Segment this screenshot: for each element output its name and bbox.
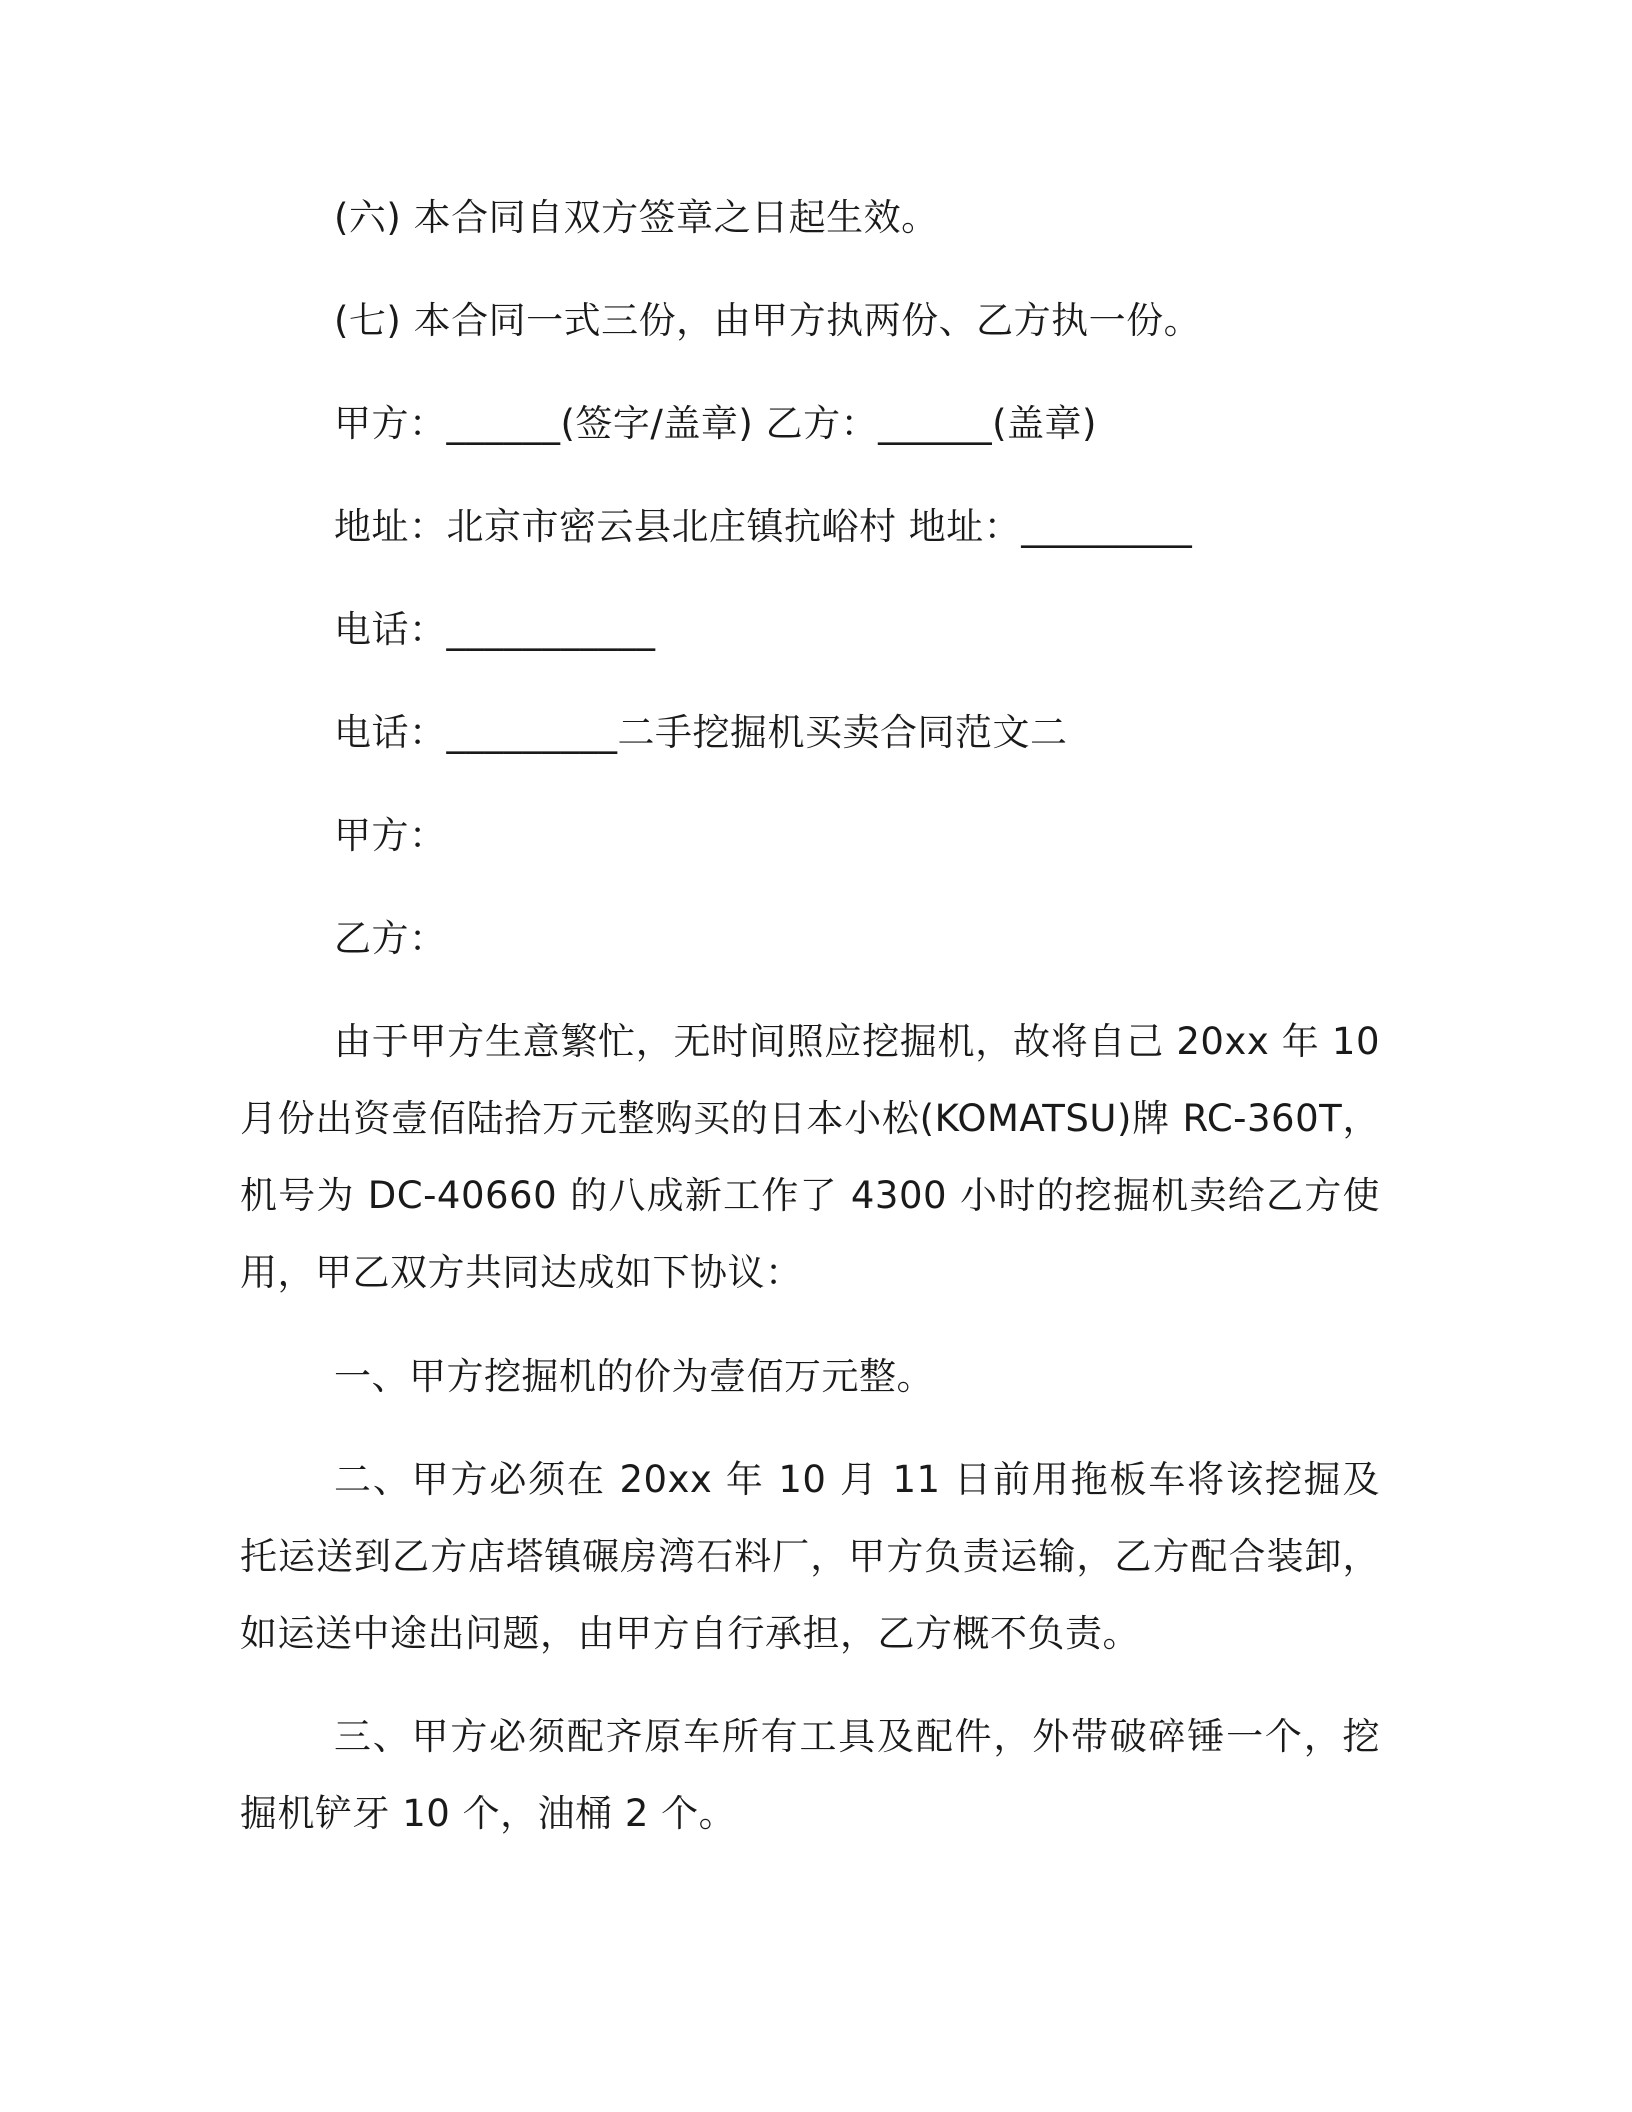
party-a-label: 甲方： <box>334 814 447 857</box>
agreement-item-1: 一、甲方挖掘机的价为壹佰万元整。 <box>334 1355 934 1398</box>
phone-line-1: 电话：___________ <box>334 608 656 651</box>
signature-line: 甲方：______(签字/盖章) 乙方：______(盖章) <box>334 402 1097 445</box>
phone-line-2: 电话：_________二手挖掘机买卖合同范文二 <box>334 711 1068 754</box>
address-line: 地址：北京市密云县北庄镇抗峪村 地址：_________ <box>334 505 1193 548</box>
agreement-item-3: 三、甲方必须配齐原车所有工具及配件，外带破碎锤一个，挖掘机铲牙 10 个，油桶 2 个。 <box>240 1715 1380 1835</box>
intro-paragraph: 由于甲方生意繁忙，无时间照应挖掘机，故将自己 20xx 年 10 月份出资壹佰陆拾万元整购买的日本小松(KOMATSU)牌 RC-360T，机号为 DC-40660 的八成新工作了 4300 小时的挖掘机卖给乙方使用，甲乙双方共同达成如下协议： <box>240 1020 1380 1294</box>
clause-6: (六) 本合同自双方签章之日起生效。 <box>334 196 939 239</box>
clause-7: (七) 本合同一式三份，由甲方执两份、乙方执一份。 <box>334 299 1202 342</box>
party-b-label: 乙方： <box>334 917 447 960</box>
agreement-item-2: 二、甲方必须在 20xx 年 10 月 11 日前用拖板车将该挖掘及托运送到乙方店塔镇碾房湾石料厂，甲方负责运输，乙方配合装卸，如运送中途出问题，由甲方自行承担，乙方概不负责。 <box>240 1458 1380 1655</box>
